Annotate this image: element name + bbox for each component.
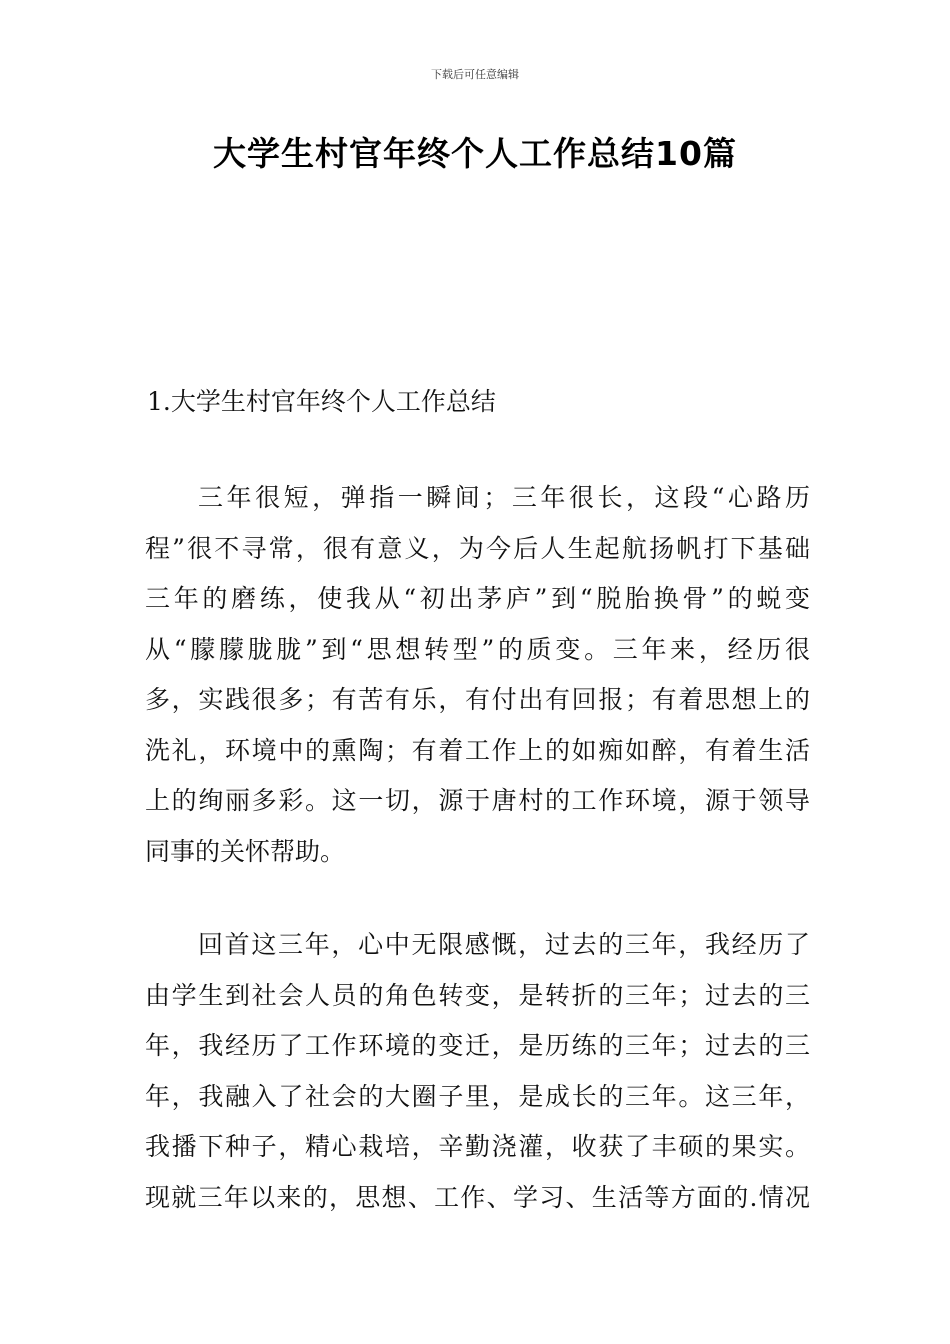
section-heading: 1.大学生村官年终个人工作总结	[147, 387, 496, 416]
paragraph-line: 上的绚丽多彩。这一切，源于唐村的工作环境，源于领导	[145, 786, 810, 815]
paragraph-line: 回首这三年，心中无限感慨，过去的三年，我经历了	[198, 930, 810, 959]
paragraph	[145, 473, 810, 877]
paragraph-line: 同事的关怀帮助。	[145, 836, 346, 866]
paragraph-line: 由学生到社会人员的角色转变，是转折的三年；过去的三	[145, 980, 810, 1010]
paragraph-line: 程”很不寻常，很有意义，为今后人生起航扬帆打下基础	[145, 533, 810, 563]
paragraph-line: 从“朦朦胧胧”到“思想转型”的质变。三年来，经历很	[145, 634, 810, 664]
header-note: 下载后可任意编辑	[431, 68, 519, 81]
paragraph-line: 多，实践很多；有苦有乐，有付出有回报；有着思想上的	[145, 685, 810, 714]
paragraph-line: 洗礼，环境中的熏陶；有着工作上的如痴如醉，有着生活	[145, 735, 810, 765]
paragraph-line: 三年很短，弹指一瞬间；三年很长，这段“心路历	[198, 483, 810, 512]
document-title: 大学生村官年终个人工作总结10篇	[213, 134, 737, 173]
paragraph-line: 现就三年以来的，思想、工作、学习、生活等方面的.情况	[145, 1182, 810, 1212]
paragraph-line: 我播下种子，精心栽培，辛勤浇灌，收获了丰硕的果实。	[145, 1132, 810, 1161]
paragraph-line: 年，我融入了社会的大圈子里，是成长的三年。这三年，	[145, 1081, 810, 1111]
paragraph	[145, 920, 810, 1223]
paragraph-line: 三年的磨练，使我从“初出茅庐”到“脱胎换骨”的蜕变	[145, 584, 810, 613]
paragraph-line: 年，我经历了工作环境的变迁，是历练的三年；过去的三	[145, 1031, 810, 1060]
